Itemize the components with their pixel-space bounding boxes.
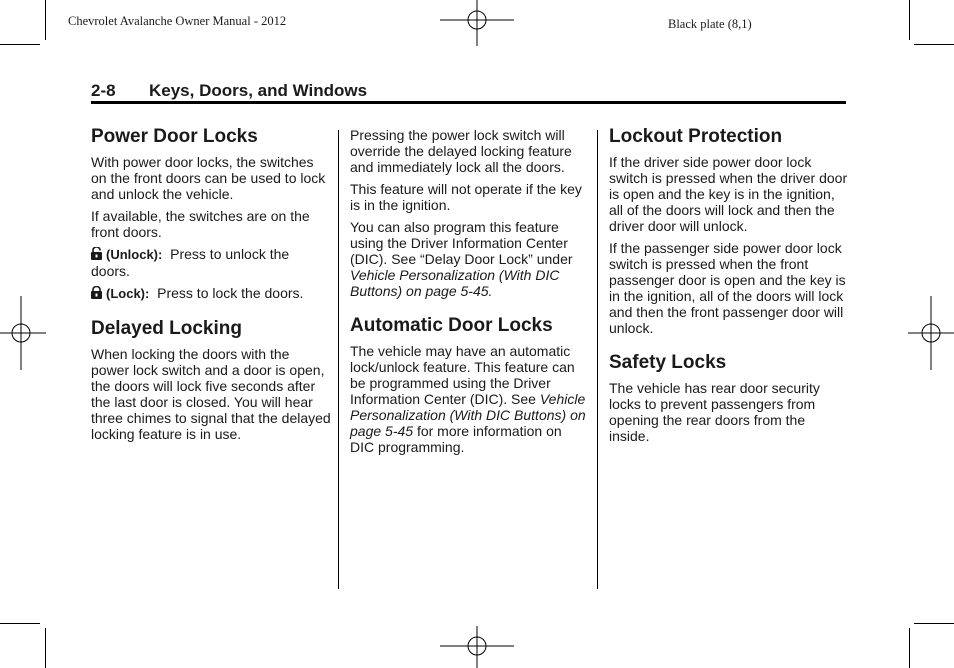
trim-mark-top-left-h	[0, 44, 40, 45]
column-2	[350, 127, 588, 461]
paragraph: If the driver side power door lock switch is pressed when the driver door is open and the key is in the ignition, all of the doors will lock and then the driver door will unlock.	[609, 154, 848, 234]
unlock-icon	[91, 247, 102, 260]
paragraph: This feature will not operate if the key is in the ignition.	[350, 181, 582, 213]
trim-mark-bottom-left-h	[0, 623, 40, 624]
column-3	[609, 126, 849, 450]
plate-label: Black plate (8,1)	[668, 17, 752, 31]
unlock-text: Press to unlock the doors.	[91, 246, 290, 279]
unlock-label: (Unlock):	[106, 247, 163, 262]
registration-mark-icon	[908, 296, 954, 370]
section-header	[91, 81, 367, 101]
trim-mark-top-right-v	[909, 0, 910, 40]
unlock-item	[91, 246, 331, 279]
column-1	[91, 126, 331, 448]
paragraph: The vehicle has rear door security locks to prevent passengers from opening the rear doors from the inside.	[609, 380, 820, 444]
trim-mark-top-left-v	[45, 0, 46, 40]
trim-mark-bottom-right-v	[909, 628, 910, 668]
paragraph	[350, 219, 588, 299]
paragraph-text: You can also program this feature using the Driver Information Center (DIC). See “Delay Door Lock” under	[350, 219, 573, 267]
section-rule	[91, 101, 846, 104]
heading-lockout-protection: Lockout Protection	[609, 126, 783, 147]
trim-mark-top-right-h	[914, 44, 954, 45]
column-divider	[597, 130, 598, 589]
paragraph: If available, the switches are on the front doors.	[91, 208, 310, 240]
heading-automatic-door-locks: Automatic Door Locks	[350, 315, 553, 336]
lock-item	[91, 285, 331, 302]
lock-text: Press to lock the doors.	[157, 285, 304, 301]
paragraph: With power door locks, the switches on the front doors can be used to lock and unlock the vehicle.	[91, 154, 326, 202]
lock-icon	[91, 286, 102, 299]
registration-mark-icon	[0, 296, 46, 370]
paragraph-text: The vehicle may have an automatic lock/unlock feature. This feature can be programmed using the Driver Information Center (DIC). See	[350, 343, 575, 407]
registration-mark-icon	[440, 626, 514, 668]
registration-mark-icon	[440, 0, 514, 46]
section-title: Keys, Doors, and Windows	[149, 81, 368, 100]
lock-label: (Lock):	[106, 286, 150, 301]
heading-delayed-locking: Delayed Locking	[91, 318, 242, 339]
paragraph: Pressing the power lock switch will override the delayed locking feature and immediately lock all the doors.	[350, 127, 572, 175]
cross-reference-link[interactable]: Vehicle Personalization (With DIC Buttons) on page 5‑45.	[350, 267, 560, 299]
paragraph: When locking the doors with the power lock switch and a door is open, the doors will lock five seconds after the last door is closed. You will hear three chimes to signal that the delayed locking feature is in use.	[91, 346, 331, 442]
manual-title: Chevrolet Avalanche Owner Manual - 2012	[68, 14, 287, 28]
trim-mark-bottom-right-h	[914, 623, 954, 624]
paragraph-text: for more information on DIC programming.	[350, 423, 562, 455]
section-number: 2-8	[91, 81, 116, 100]
paragraph: If the passenger side power door lock switch is pressed when the front passenger door is open and the key is in the ignition, all of the doors will lock and then the front passenger door will unlock.	[609, 240, 846, 336]
column-divider	[338, 130, 339, 589]
paragraph	[350, 343, 588, 455]
cross-reference-link[interactable]: Vehicle Personalization (With DIC Buttons) on page 5‑45	[350, 391, 586, 439]
heading-power-door-locks: Power Door Locks	[91, 126, 258, 147]
heading-safety-locks: Safety Locks	[609, 352, 727, 373]
trim-mark-bottom-left-v	[45, 628, 46, 668]
